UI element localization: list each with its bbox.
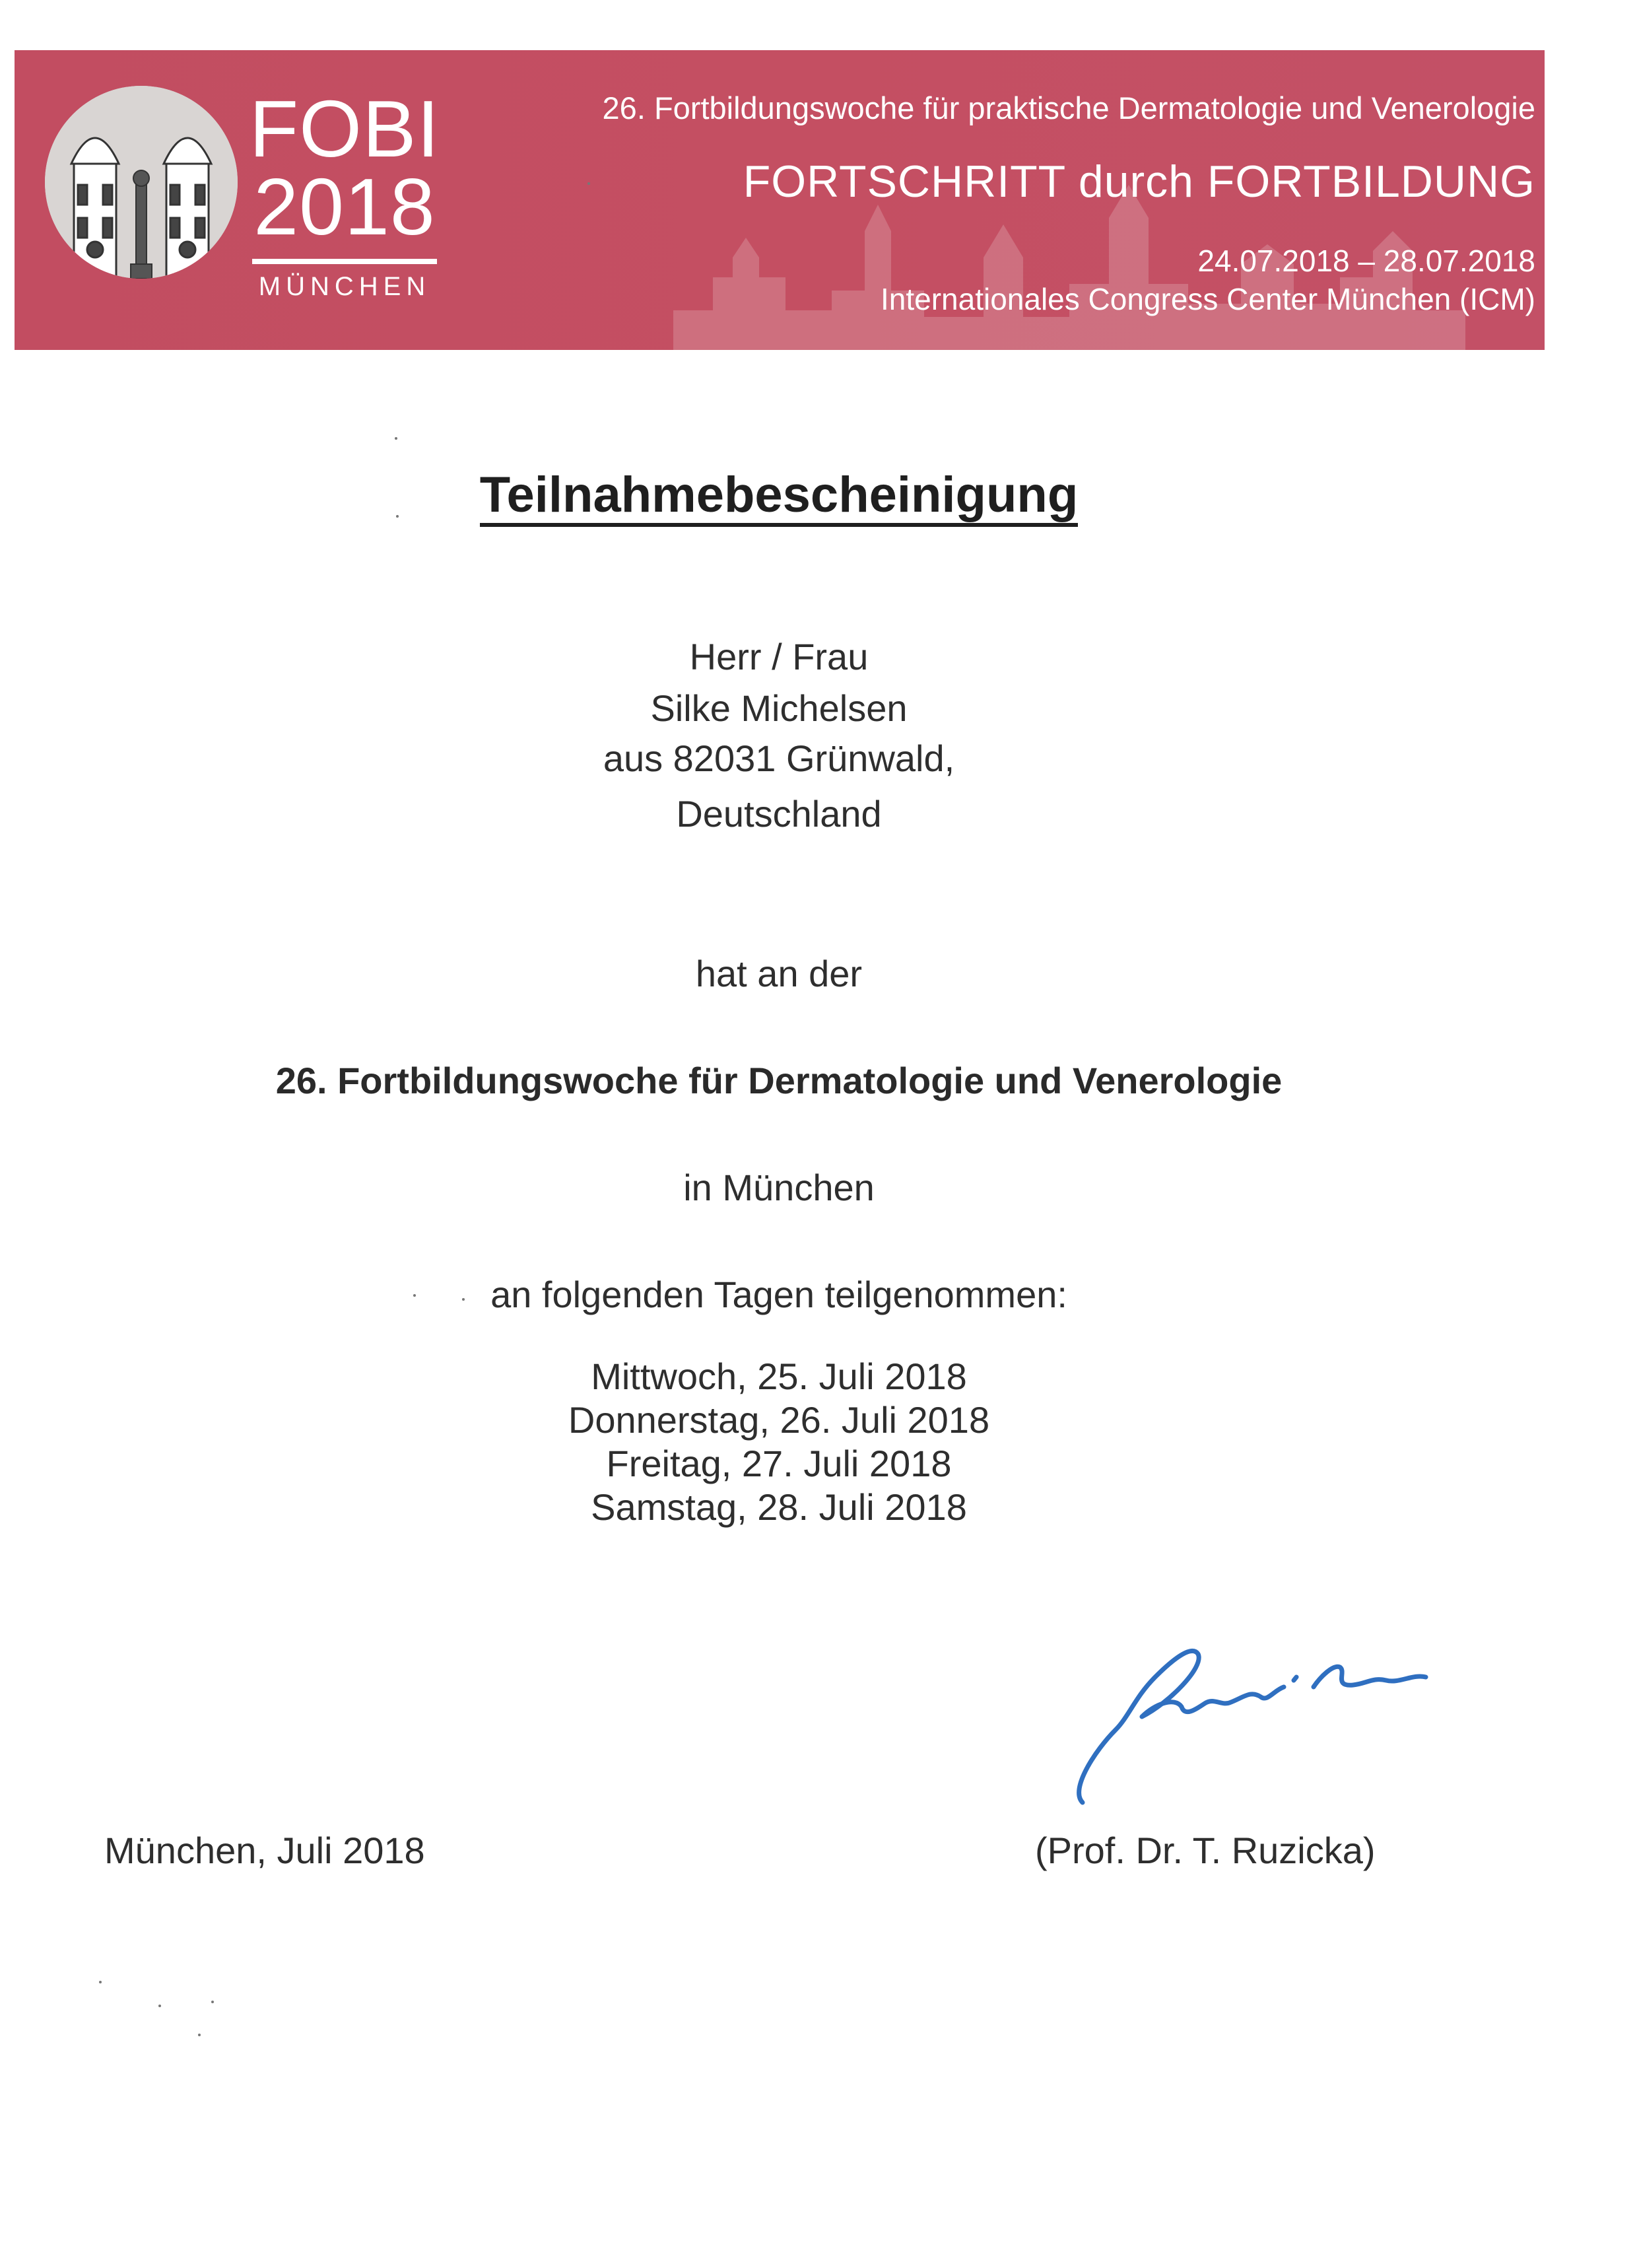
scan-speck <box>211 2001 214 2003</box>
document-title-text: Teilnahmebescheinigung <box>480 467 1079 527</box>
banner-event-line: 26. Fortbildungswoche für praktische Dermatologie und Venerologie <box>602 90 1535 125</box>
scan-speck <box>198 2034 201 2036</box>
participant-address: aus 82031 Grünwald, <box>603 738 955 779</box>
attendance-day: Samstag, 28. Juli 2018 <box>591 1486 967 1528</box>
header-banner <box>15 50 1545 350</box>
participant-country: Deutschland <box>676 793 882 835</box>
logo-title: FOBI <box>249 84 440 174</box>
participation-phrase: hat an der <box>695 953 863 994</box>
event-city: in München <box>683 1167 875 1208</box>
banner-dates: 24.07.2018 – 28.07.2018 <box>1197 244 1535 278</box>
document-title <box>0 466 1558 524</box>
days-intro: an folgenden Tagen teilgenommen: <box>490 1274 1067 1315</box>
scan-speck <box>99 1981 102 1983</box>
attendance-day: Donnerstag, 26. Juli 2018 <box>568 1399 990 1441</box>
logo-city: MÜNCHEN <box>258 272 431 301</box>
logo-year: 2018 <box>253 162 436 252</box>
signer-name: (Prof. Dr. T. Ruzicka) <box>1035 1830 1376 1871</box>
banner-motto: FORTSCHRITT durch FORTBILDUNG <box>743 156 1535 207</box>
scan-speck <box>396 515 399 518</box>
frauenkirche-logo <box>45 86 238 279</box>
attendance-day: Mittwoch, 25. Juli 2018 <box>591 1356 967 1397</box>
scan-speck <box>158 2005 161 2007</box>
place-and-date: München, Juli 2018 <box>104 1830 425 1871</box>
fobi-logo-text <box>239 84 450 301</box>
logo-divider <box>252 259 437 264</box>
salutation: Herr / Frau <box>689 636 869 677</box>
banner-venue: Internationales Congress Center München (ICM) <box>880 282 1535 316</box>
scan-speck <box>395 437 397 440</box>
participant-name: Silke Michelsen <box>650 687 908 729</box>
event-name: 26. Fortbildungswoche für Dermatologie und Venerologie <box>275 1060 1283 1101</box>
scan-speck <box>462 1298 465 1301</box>
attendance-day: Freitag, 27. Juli 2018 <box>606 1443 952 1484</box>
scan-speck <box>413 1294 416 1297</box>
handwritten-signature <box>1056 1624 1465 1822</box>
scan-speck <box>587 182 590 185</box>
attendance-days <box>0 1355 1558 1529</box>
church-towers-icon <box>45 86 238 279</box>
